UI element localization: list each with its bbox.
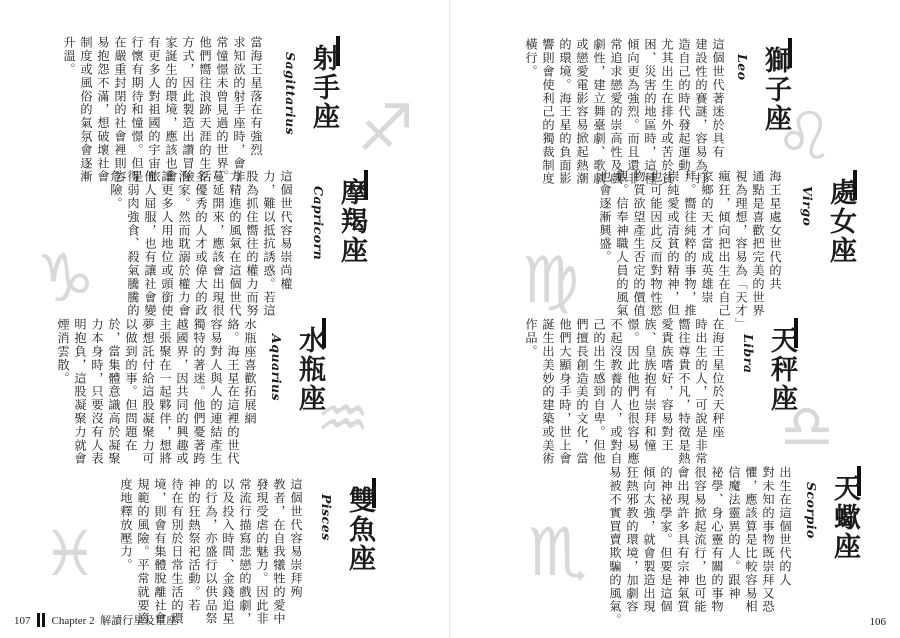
text-column: 家誕生的環境，應該也會: [164, 36, 178, 184]
text-column: 劇性，建立舞臺劇、歌劇: [592, 38, 606, 186]
sign-latin-name: Scorpio: [804, 482, 819, 539]
text-column: 力精進的風氣在這個世代: [228, 170, 242, 318]
text-column: 在嚴重封閉的社會裡則容: [113, 36, 127, 184]
text-column: 在海王星位於天秤座: [711, 318, 725, 439]
page-footer: [14, 612, 177, 628]
capricorn-icon: ♑: [36, 240, 96, 317]
text-column: 有更多人對祖國的宇宙旅: [147, 36, 161, 184]
text-column: 教者，在自我犧牲的愛中: [272, 478, 286, 626]
text-column: 易抱怨不滿，想破壞社會: [96, 36, 110, 184]
text-column: 力，難以抵抗誘惑。若這: [262, 170, 276, 318]
text-column: 他們嚮往浪跡天涯的生活: [198, 36, 212, 184]
sign-latin-name: Libra: [741, 334, 756, 374]
text-column: 得弱肉強食、殺氣騰騰的: [126, 170, 140, 318]
text-column: 時出生的人，可說是非常: [694, 318, 708, 466]
text-column: 憬。因此他們也很容易應: [626, 318, 640, 466]
text-column: 懼，應該算是比較容易相: [744, 466, 758, 614]
text-column: 己的出生感到自卑。但他: [592, 318, 606, 466]
text-column: 水瓶座喜歡拓展網: [243, 318, 257, 426]
sign-latin-name: Sagittarius: [283, 52, 298, 136]
text-column: 易被不實買賣欺騙的風氣。: [608, 466, 622, 627]
text-column: 度地釋放壓力。: [119, 478, 133, 572]
sign-title: 摩羯座: [336, 178, 367, 265]
chapter-title: 解讀行星及星座: [100, 615, 178, 627]
libra-icon: ♎: [780, 392, 834, 462]
text-column: 這個世代容易崇拜殉: [289, 478, 303, 599]
text-column: 橫行。: [524, 38, 538, 79]
text-column: 獨特的著迷。他們憂著跨: [192, 318, 206, 466]
sign-latin-name: Pisces: [319, 494, 334, 541]
text-column: 會出現許多具有宗神氣質: [676, 466, 690, 614]
text-column: 族、皇族抱有崇拜和憧: [643, 318, 657, 452]
sign-latin-name: Aquarius: [269, 334, 284, 402]
sign-title: 射手座: [308, 44, 339, 131]
text-column: 股為抓住嚮往的權力而努: [245, 170, 259, 318]
text-column: 狂熱邪教的環境，加劇容: [625, 466, 639, 614]
text-column: 的環境。海王星的負面影: [558, 38, 572, 186]
text-column: 拜。嚮往純粹的事物，推: [683, 170, 697, 318]
text-column: 他人屈服，也有讓社會變: [143, 170, 157, 318]
text-column: 們擅長創造美的文化，當: [575, 318, 589, 466]
text-column: 方式，因此製造出讚冒險: [181, 36, 195, 184]
text-column: 於，當集體意識高於凝聚: [107, 318, 121, 466]
pisces-icon: ♓: [42, 517, 98, 590]
sign-title: 天蠍座: [829, 474, 860, 561]
text-column: 這個世代著迷於具有: [711, 38, 725, 159]
text-column: 讓更多人用地位或頭銜使: [160, 170, 174, 318]
text-column: 蔓延開來，應該會出現很: [211, 170, 225, 318]
text-column: 力本身時，只要沒有人表: [90, 318, 104, 466]
text-column: 造自己的時代發起運動。: [677, 38, 691, 186]
scorpio-icon: ♏: [528, 514, 588, 591]
text-column: 行懷有期待和憧憬。但是: [130, 36, 144, 184]
text-column: 海王星處女世代的共: [768, 170, 782, 291]
footer-bar-icon: [37, 613, 40, 627]
text-column: 對未知的事物既崇拜又恐: [761, 466, 775, 614]
virgo-icon: ♍: [522, 244, 580, 318]
text-column: 不起沒教養的人，或對自: [609, 318, 623, 466]
text-column: 常追求戀愛的崇高性及戲: [609, 38, 623, 186]
text-column: 困、災害的地區時，這種: [643, 38, 657, 186]
text-column: 他們大顯身手時，世上會: [558, 318, 572, 466]
aquarius-icon: ♒: [316, 384, 370, 454]
text-column: 物質欲望產生否定的價值: [632, 170, 646, 318]
footer-bar-icon: [42, 613, 45, 627]
text-column: 建設性的賽謎，容易為打: [694, 38, 708, 186]
page-number: 106: [869, 616, 886, 628]
text-column: 常憧憬未曾見過的世界。: [215, 36, 229, 184]
text-column: 出生在這個世代的人: [778, 466, 792, 587]
text-column: 主張聚在一起夥伴，想將: [158, 318, 172, 466]
text-column: 多優秀的人才或偉大的政: [194, 170, 208, 318]
text-column: 境，則會有集體脫離社會: [153, 478, 167, 626]
text-column: 治家。然而耽溺於權力會: [177, 170, 191, 318]
text-column: 誕生出美妙的建築或美術: [541, 318, 555, 466]
text-column: 祕學、身心靈有關的事物: [710, 466, 724, 614]
text-column: 傾向太強，就會製造出現: [642, 466, 656, 614]
text-column: 越國界，因共同的興趣或: [175, 318, 189, 466]
text-column: 信魔法靈異的人。跟神: [727, 466, 741, 600]
text-column: 尤其出生在排外或苦於貧: [660, 38, 674, 186]
text-column: 制度或風俗的氣氛會逐漸: [79, 36, 93, 184]
text-column: 煙消雲散。: [56, 318, 70, 385]
text-column: 愛貴族嗜好，容易對王: [660, 318, 674, 452]
text-column: 的行為，亦盛行以供品祭: [204, 478, 218, 626]
leo-icon: ♌: [775, 98, 835, 175]
text-column: 發現受虐的魅力。因此非: [255, 478, 269, 626]
text-column: 夢想託付給這股凝聚力可: [141, 318, 155, 466]
text-column: 危險。: [109, 170, 123, 211]
text-column: 通點是喜歡把完美的世界: [751, 170, 765, 318]
page-number: 107: [14, 615, 31, 627]
sign-title: 獅子座: [760, 46, 791, 133]
text-column: 崇純愛或清貧的精神，但: [666, 170, 680, 318]
sign-title: 天秤座: [766, 326, 797, 413]
text-column: 待在有別於日常生活的環: [170, 478, 184, 626]
chapter-label: Chapter 2: [51, 615, 95, 627]
page-footer: [870, 616, 887, 628]
text-column: 規範的風險。平常就要適: [136, 478, 150, 626]
text-column: 也可能因此反而對物性慾: [649, 170, 663, 318]
text-column: 升溫。: [62, 36, 76, 77]
text-column: 這個世代容易崇尚權: [279, 170, 293, 291]
text-column: 傾向更為強烈。而且還非: [626, 38, 640, 186]
text-column: 瘋狂，傾向把出生在自己: [717, 170, 731, 318]
text-column: 絡。海王星在這裡的世代: [226, 318, 240, 466]
text-column: 或戀愛電影容易掀起熱潮: [575, 38, 589, 186]
sign-title: 雙魚座: [344, 486, 375, 573]
text-column: 以及投入時間、金錢追星: [221, 478, 235, 626]
text-column: 也會逐漸興盛。: [598, 170, 612, 264]
text-column: 的神祕學家。但要是這個: [659, 466, 673, 614]
sagittarius-icon: ♐: [357, 92, 415, 166]
text-column: 求知欲的射手座時，會非: [232, 36, 246, 184]
right-page: [450, 0, 900, 638]
sign-latin-name: Virgo: [800, 186, 815, 227]
text-column: 觀。信奉神職人員的風氣: [615, 170, 629, 318]
sign-title: 水瓶座: [294, 326, 325, 413]
text-column: 嚮往尊貴不凡，特徵是熱: [677, 318, 691, 466]
text-column: 家鄉的天才當成英雄崇: [700, 170, 714, 304]
sign-latin-name: Capricorn: [311, 186, 326, 261]
text-column: 神的狂熱祭祀活動。若: [187, 478, 201, 612]
text-column: 視為理想，容易為「天才」: [734, 170, 748, 331]
text-column: 常流行描寫悲戀的戲劇，: [238, 478, 252, 626]
sign-latin-name: Leo: [735, 54, 750, 81]
text-column: 以做到的事。但問題在: [124, 318, 138, 452]
sign-body-text: [595, 466, 795, 627]
text-column: 很容易掀起流行，也可能: [693, 466, 707, 614]
sign-title: 處女座: [825, 178, 856, 265]
text-column: 當海王星落在有強烈: [249, 36, 263, 157]
text-column: 作品。: [524, 318, 538, 359]
text-column: 容易對人與人的連結產生: [209, 318, 223, 466]
text-column: 明抱負，這股凝聚力就會: [73, 318, 87, 466]
text-column: 響則會使利己的獨裁制度: [541, 38, 555, 186]
